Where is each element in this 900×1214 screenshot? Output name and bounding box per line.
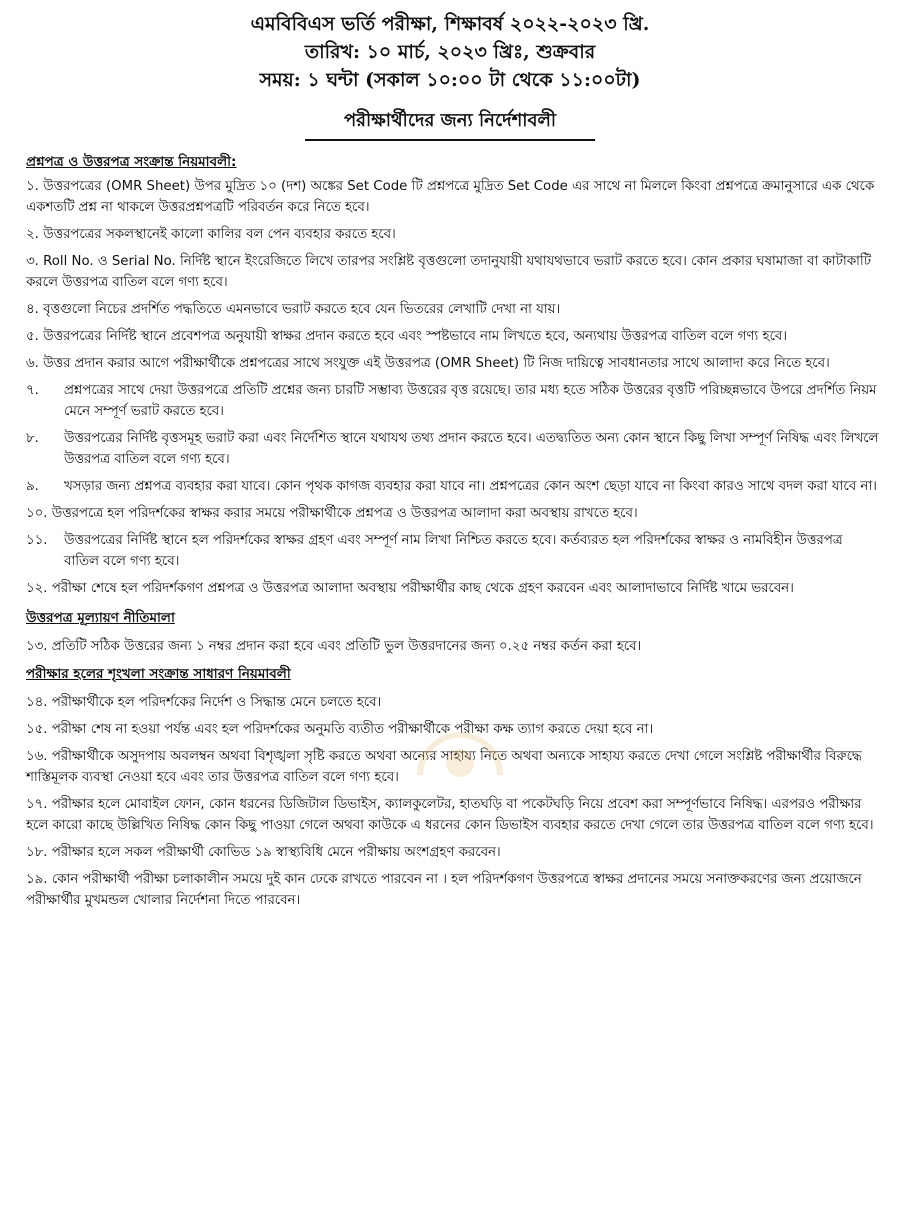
- item-number: ৫.: [26, 329, 39, 344]
- item-number: ৯.: [26, 479, 39, 494]
- item-number: ২.: [26, 227, 39, 242]
- exam-title: এমবিবিএস ভর্তি পরীক্ষা, শিক্ষাবর্ষ ২০২২-২০২৩ খ্রি.: [250, 13, 650, 35]
- item-text: উত্তরপত্রের (OMR Sheet) উপর মুদ্রিত ১০ (দশ) অঙ্কের Set Code টি প্রশ্নপত্রে মুদ্রিত Set Code এর সাথে না মিললে কিংবা প্রশ্নপত্রে ক্রমানুসারে এক থেকে একশতটি প্রশ্ন না থাকলে উত্তরপ্রশ্নপত্রটি পরিবর্তন করে নিতে হবে।: [26, 179, 875, 215]
- instruction-item-3: [0, 251, 900, 293]
- exam-time: সময়: ১ ঘন্টা (সকাল ১০:০০ টা থেকে ১১:০০টা): [259, 69, 641, 91]
- item-text: উত্তরপত্রের নির্দিষ্ট স্থানে হল পরিদর্শকের স্বাক্ষর গ্রহণ এবং সম্পূর্ণ নাম লিখা নিশ্চিত করতে হবে। কর্তব্যরত হল পরিদর্শকের স্বাক্ষর ও নামবিহীন উত্তরপত্র বাতিল বলে গণ্য হবে।: [64, 533, 843, 569]
- item-text: প্রশ্নপত্রের সাথে দেয়া উত্তরপত্রে প্রতিটি প্রশ্নের জন্য চারটি সম্ভাব্য উত্তরের বৃত্ত রয়েছে। তার মধ্য হতে সঠিক উত্তরের বৃত্তটি পরিচ্ছন্নভাবে উপরে প্রদর্শিত নিয়ম মেনে সম্পূর্ণ ভরাট করতে হবে।: [64, 383, 877, 419]
- item-text: উত্তরপত্রে হল পরিদর্শকের স্বাক্ষর করার সময়ে পরীক্ষার্থীকে প্রশ্নপত্র ও উত্তরপত্র আলাদা করা অবস্থায় রাখতে হবে।: [51, 506, 638, 521]
- instruction-item-15: [0, 719, 900, 740]
- item-number: ৮.: [26, 431, 39, 446]
- item-number: ১৬.: [26, 749, 48, 764]
- section-heading-hall-discipline: পরীক্ষার হলের শৃংখলা সংক্রান্ত সাধারণ নিয়মাবলী: [26, 666, 291, 682]
- instruction-item-12: [0, 578, 900, 599]
- instruction-item-9: [0, 476, 900, 497]
- item-text: খসড়ার জন্য প্রশ্নপত্র ব্যবহার করা যাবে। কোন পৃথক কাগজ ব্যবহার করা যাবে না। প্রশ্নপত্রের কোন অংশ ছেড়া যাবে না কিংবা কারও সাথে বদল করা যাবে না।: [64, 479, 877, 494]
- item-number: ৩.: [26, 254, 39, 269]
- instruction-item-6: [0, 353, 900, 374]
- instruction-item-10: [0, 503, 900, 524]
- item-text: প্রতিটি সঠিক উত্তরের জন্য ১ নম্বর প্রদান করা হবে এবং প্রতিটি ভুল উত্তরদানের জন্য ০.২৫ নম্বর কর্তন করা হবে।: [51, 639, 642, 654]
- instruction-item-4: [0, 299, 900, 320]
- item-number: ৪.: [26, 302, 39, 317]
- item-number: ১৮.: [26, 845, 48, 860]
- instruction-item-11: [0, 530, 900, 572]
- instruction-item-2: [0, 224, 900, 245]
- item-number: ১০.: [26, 506, 48, 521]
- item-number: ১১.: [26, 533, 48, 548]
- instruction-item-18: [0, 842, 900, 863]
- instruction-item-13: [0, 636, 900, 657]
- item-number: ১৫.: [26, 722, 48, 737]
- item-number: ১২.: [26, 581, 48, 596]
- item-text: পরীক্ষা শেষে হল পরিদর্শকগণ প্রশ্নপত্র ও উত্তরপত্র আলাদা অবস্থায় পরীক্ষার্থীর কাছ থেকে গ্রহণ করবেন এবং আলাদাভাবে নির্দিষ্ট খামে ভরবেন।: [51, 581, 794, 596]
- item-text: পরীক্ষার্থীকে অসুদপায় অবলম্বন অথবা বিশৃঙ্খলা সৃষ্টি করতে অথবা অন্যের সাহায্য নিতে অথবা অন্যকে সাহায্য করতে দেখা গেলে সংশ্লিষ্ট পরীক্ষার্থীর বিরুদ্ধে শাস্তিমূলক ব্যবস্থা নেওয়া হবে এবং তার উত্তরপত্র বাতিল বলে গণ্য হবে।: [26, 749, 862, 785]
- instruction-item-19: [0, 869, 900, 911]
- instruction-item-16: [0, 746, 900, 788]
- item-text: পরীক্ষার্থীকে হল পরিদর্শকের নির্দেশ ও সিদ্ধান্ত মেনে চলতে হবে।: [51, 695, 382, 710]
- item-text: Roll No. ও Serial No. নির্দিষ্ট স্থানে ইংরেজিতে লিখে তারপর সংশ্লিষ্ট বৃত্তগুলো তদানুযায়ী যথাযথভাবে ভরাট করতে হবে। কোন প্রকার ঘষামাজা বা কাটাকাটি করলে উত্তরপত্র বাতিল বলে গণ্য হবে।: [26, 254, 871, 290]
- item-text: উত্তরপত্রের নির্দিষ্ট বৃত্তসমূহ ভরাট করা এবং নির্দেশিত স্থানে যথাযথ তথ্য প্রদান করতে হবে। এতদ্ব্যতিত অন্য কোন স্থানে কিছু লিখা সম্পূর্ণ নিষিদ্ধ এবং লিখলে উত্তরপত্র বাতিল বলে গণ্য হবে।: [64, 431, 879, 467]
- item-text: বৃত্তগুলো নিচের প্রদর্শিত পদ্ধতিতে এমনভাবে ভরাট করতে হবে যেন ভিতরের লেখাটি দেখা না যায়।: [43, 302, 561, 317]
- instruction-item-1: [0, 176, 900, 218]
- item-text: পরীক্ষার হলে সকল পরীক্ষার্থী কোভিড ১৯ স্বাস্থ্যবিধি মেনে পরীক্ষায় অংশগ্রহণ করবেন।: [51, 845, 501, 860]
- document-header: [0, 10, 900, 94]
- item-text: কোন পরীক্ষার্থী পরীক্ষা চলাকালীন সময়ে দুই কান ঢেকে রাখতে পারবেন না । হল পরিদর্শকগণ উত্তরপত্রে স্বাক্ষর প্রদানের সময়ে সনাক্তকরণের জন্য প্রয়োজনে পরীক্ষার্থীর মুখমন্ডল খোলার নির্দেশনা দিতে পারবেন।: [26, 872, 862, 908]
- item-number: ১.: [26, 179, 39, 194]
- instruction-item-14: [0, 692, 900, 713]
- instruction-item-17: [0, 794, 900, 836]
- item-text: উত্তর প্রদান করার আগে পরীক্ষার্থীকে প্রশ্নপত্রের সাথে সংযুক্ত এই উত্তরপত্র (OMR Sheet) টি নিজ দায়িত্বে সাবধানতার সাথে আলাদা করে নিতে হবে।: [43, 356, 830, 371]
- item-number: ১৭.: [26, 797, 48, 812]
- section-heading-evaluation-policy: উত্তরপত্র মূল্যায়ণ নীতিমালা: [26, 610, 175, 626]
- item-text: উত্তরপত্রের সকলস্থানেই কালো কালির বল পেন ব্যবহার করতে হবে।: [43, 227, 396, 242]
- item-text: উত্তরপত্রের নির্দিষ্ট স্থানে প্রবেশপত্র অনুযায়ী স্বাক্ষর প্রদান করতে হবে এবং স্পষ্টভাবে নাম লিখতে হবে, অন্যথায় উত্তরপত্র বাতিল বলে গণ্য হবে।: [43, 329, 787, 344]
- instructions-heading: পরীক্ষার্থীদের জন্য নির্দেশাবলী: [305, 106, 595, 141]
- item-number: ১৯.: [26, 872, 48, 887]
- item-number: ১৩.: [26, 639, 48, 654]
- instruction-item-7: [0, 380, 900, 422]
- section-heading-question-answer-rules: প্রশ্নপত্র ও উত্তরপত্র সংক্রান্ত নিয়মাবলী:: [26, 154, 237, 170]
- instruction-item-8: [0, 428, 900, 470]
- instruction-item-5: [0, 326, 900, 347]
- item-number: ৬.: [26, 356, 39, 371]
- exam-date: তারিখ: ১০ মার্চ, ২০২৩ খ্রিঃ, শুক্রবার: [304, 41, 596, 63]
- item-number: ৭.: [26, 383, 39, 398]
- item-number: ১৪.: [26, 695, 48, 710]
- item-text: পরীক্ষা শেষ না হওয়া পর্যন্ত এবং হল পরিদর্শকের অনুমতি ব্যতীত পরীক্ষার্থীকে পরীক্ষা কক্ষ ত্যাগ করতে দেয়া হবে না।: [51, 722, 654, 737]
- item-text: পরীক্ষার হলে মোবাইল ফোন, কোন ধরনের ডিজিটাল ডিভাইস, ক্যালকুলেটর, হাতঘড়ি বা পকেটঘড়ি নিয়ে প্রবেশ করা সম্পূর্ণভাবে নিষিদ্ধ। এরপরও পরীক্ষার হলে কারো কাছে উল্লিখিত নিষিদ্ধ কোন কিছু পাওয়া গেলে অথবা কাউকে এ ধরনের কোন ডিভাইস ব্যবহার করতে দেখা গেলে তার উত্তরপত্র বাতিল বলে গণ্য হবে।: [26, 797, 874, 833]
